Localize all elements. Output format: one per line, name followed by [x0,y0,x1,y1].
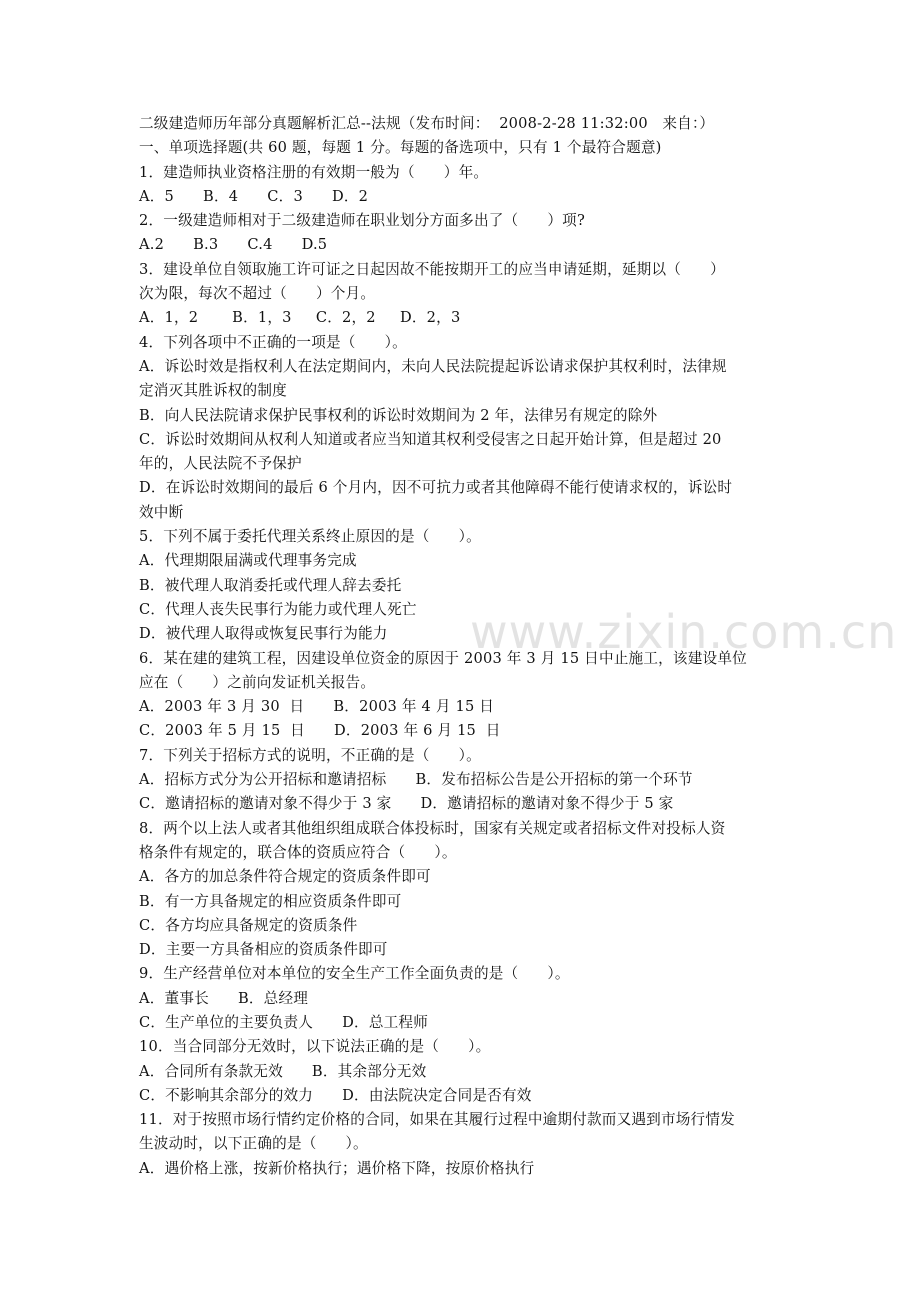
question-6-options-cd: C．2003 年 5 月 15 日 D．2003 年 6 月 15 日 [139,722,501,740]
question-4: 4．下列各项中不正确的一项是（ ）。 [139,333,407,351]
question-6-options-ab: A．2003 年 3 月 30 日 B．2003 年 4 月 15 日 [139,698,495,716]
question-4-option-c: C．诉讼时效期间从权利人知道或者应当知道其权利受侵害之日起开始计算，但是超过 20 [139,430,722,448]
question-6: 6．某在建的建筑工程，因建设单位资金的原因于 2003 年 3 月 15 日中止施工，该建设单位 [139,649,747,667]
question-10: 10．当合同部分无效时，以下说法正确的是（ ）。 [139,1038,491,1056]
question-3-options: A．1，2 B．1，3 C．2，2 D．2，3 [139,309,461,327]
question-4-option-c-cont: 年的，人民法院不予保护 [139,455,302,473]
question-11: 11．对于按照市场行情约定价格的合同，如果在其履行过程中逾期付款而又遇到市场行情发 [139,1111,735,1129]
question-8-option-d: D．主要一方具备相应的资质条件即可 [139,941,388,959]
question-4-option-d-cont: 效中断 [139,503,184,521]
question-3-cont: 次为限，每次不超过（ ）个月。 [139,285,376,303]
question-10-options-ab: A．合同所有条款无效 B．其余部分无效 [139,1062,427,1080]
question-7-options-ab: A．招标方式分为公开招标和邀请招标 B．发布招标公告是公开招标的第一个环节 [139,771,693,789]
question-7: 7．下列关于招标方式的说明，不正确的是（ ）。 [139,746,481,764]
question-8: 8．两个以上法人或者其他组织组成联合体投标时，国家有关规定或者招标文件对投标人资 [139,819,726,837]
question-5-option-a: A．代理期限届满或代理事务完成 [139,552,357,570]
question-11-cont: 生波动时，以下正确的是（ ）。 [139,1135,368,1153]
question-3: 3．建设单位自领取施工许可证之日起因故不能按期开工的应当申请延期，延期以（ ） [139,260,725,278]
question-5-option-d: D．被代理人取得或恢复民事行为能力 [139,625,388,643]
watermark: www.zixin.com.cn [470,605,898,659]
question-1-options: A．5 B．4 C．3 D．2 [139,187,369,205]
question-9: 9．生产经营单位对本单位的安全生产工作全面负责的是（ ）。 [139,965,570,983]
question-4-option-d: D．在诉讼时效期间的最后 6 个月内，因不可抗力或者其他障碍不能行使请求权的，诉讼时 [139,479,733,497]
question-8-cont: 格条件有规定的，联合体的资质应符合（ ）。 [139,843,457,861]
document-body [139,112,784,1181]
question-4-option-a: A．诉讼时效是指权利人在法定期间内，未向人民法院提起诉讼请求保护其权利时，法律规 [139,357,727,375]
question-9-options-cd: C．生产单位的主要负责人 D．总工程师 [139,1013,429,1031]
question-11-option-a: A．遇价格上涨，按新价格执行；遇价格下降，按原价格执行 [139,1159,535,1177]
question-2: 2．一级建造师相对于二级建造师在职业划分方面多出了（ ）项? [139,212,585,230]
question-5: 5．下列不属于委托代理关系终止原因的是（ ）。 [139,528,481,546]
question-4-option-a-cont: 定消灭其胜诉权的制度 [139,382,287,400]
question-4-option-b: B．向人民法院请求保护民事权利的诉讼时效期间为 2 年，法律另有规定的除外 [139,406,658,424]
question-2-options: A.2 B.3 C.4 D.5 [139,236,328,254]
question-8-option-c: C．各方均应具备规定的资质条件 [139,916,358,934]
question-1: 1．建造师执业资格注册的有效期一般为（ ）年。 [139,163,489,181]
question-9-options-ab: A．董事长 B．总经理 [139,989,309,1007]
question-8-option-b: B．有一方具备规定的相应资质条件即可 [139,892,402,910]
question-5-option-c: C．代理人丧失民事行为能力或代理人死亡 [139,600,417,618]
question-5-option-b: B．被代理人取消委托或代理人辞去委托 [139,576,402,594]
section-heading: 一、单项选择题(共 60 题，每题 1 分。每题的备选项中，只有 1 个最符合题意) [139,139,662,157]
question-10-options-cd: C．不影响其余部分的效力 D．由法院决定合同是否有效 [139,1086,532,1104]
document-title: 二级建造师历年部分真题解析汇总--法规（发布时间： 2008-2-28 11:32:00 来自：） [139,115,715,132]
question-6-cont: 应在（ ）之前向发证机关报告。 [139,673,376,691]
question-8-option-a: A．各方的加总条件符合规定的资质条件即可 [139,868,431,886]
question-7-options-cd: C．邀请招标的邀请对象不得少于 3 家 D．邀请招标的邀请对象不得少于 5 家 [139,795,674,813]
